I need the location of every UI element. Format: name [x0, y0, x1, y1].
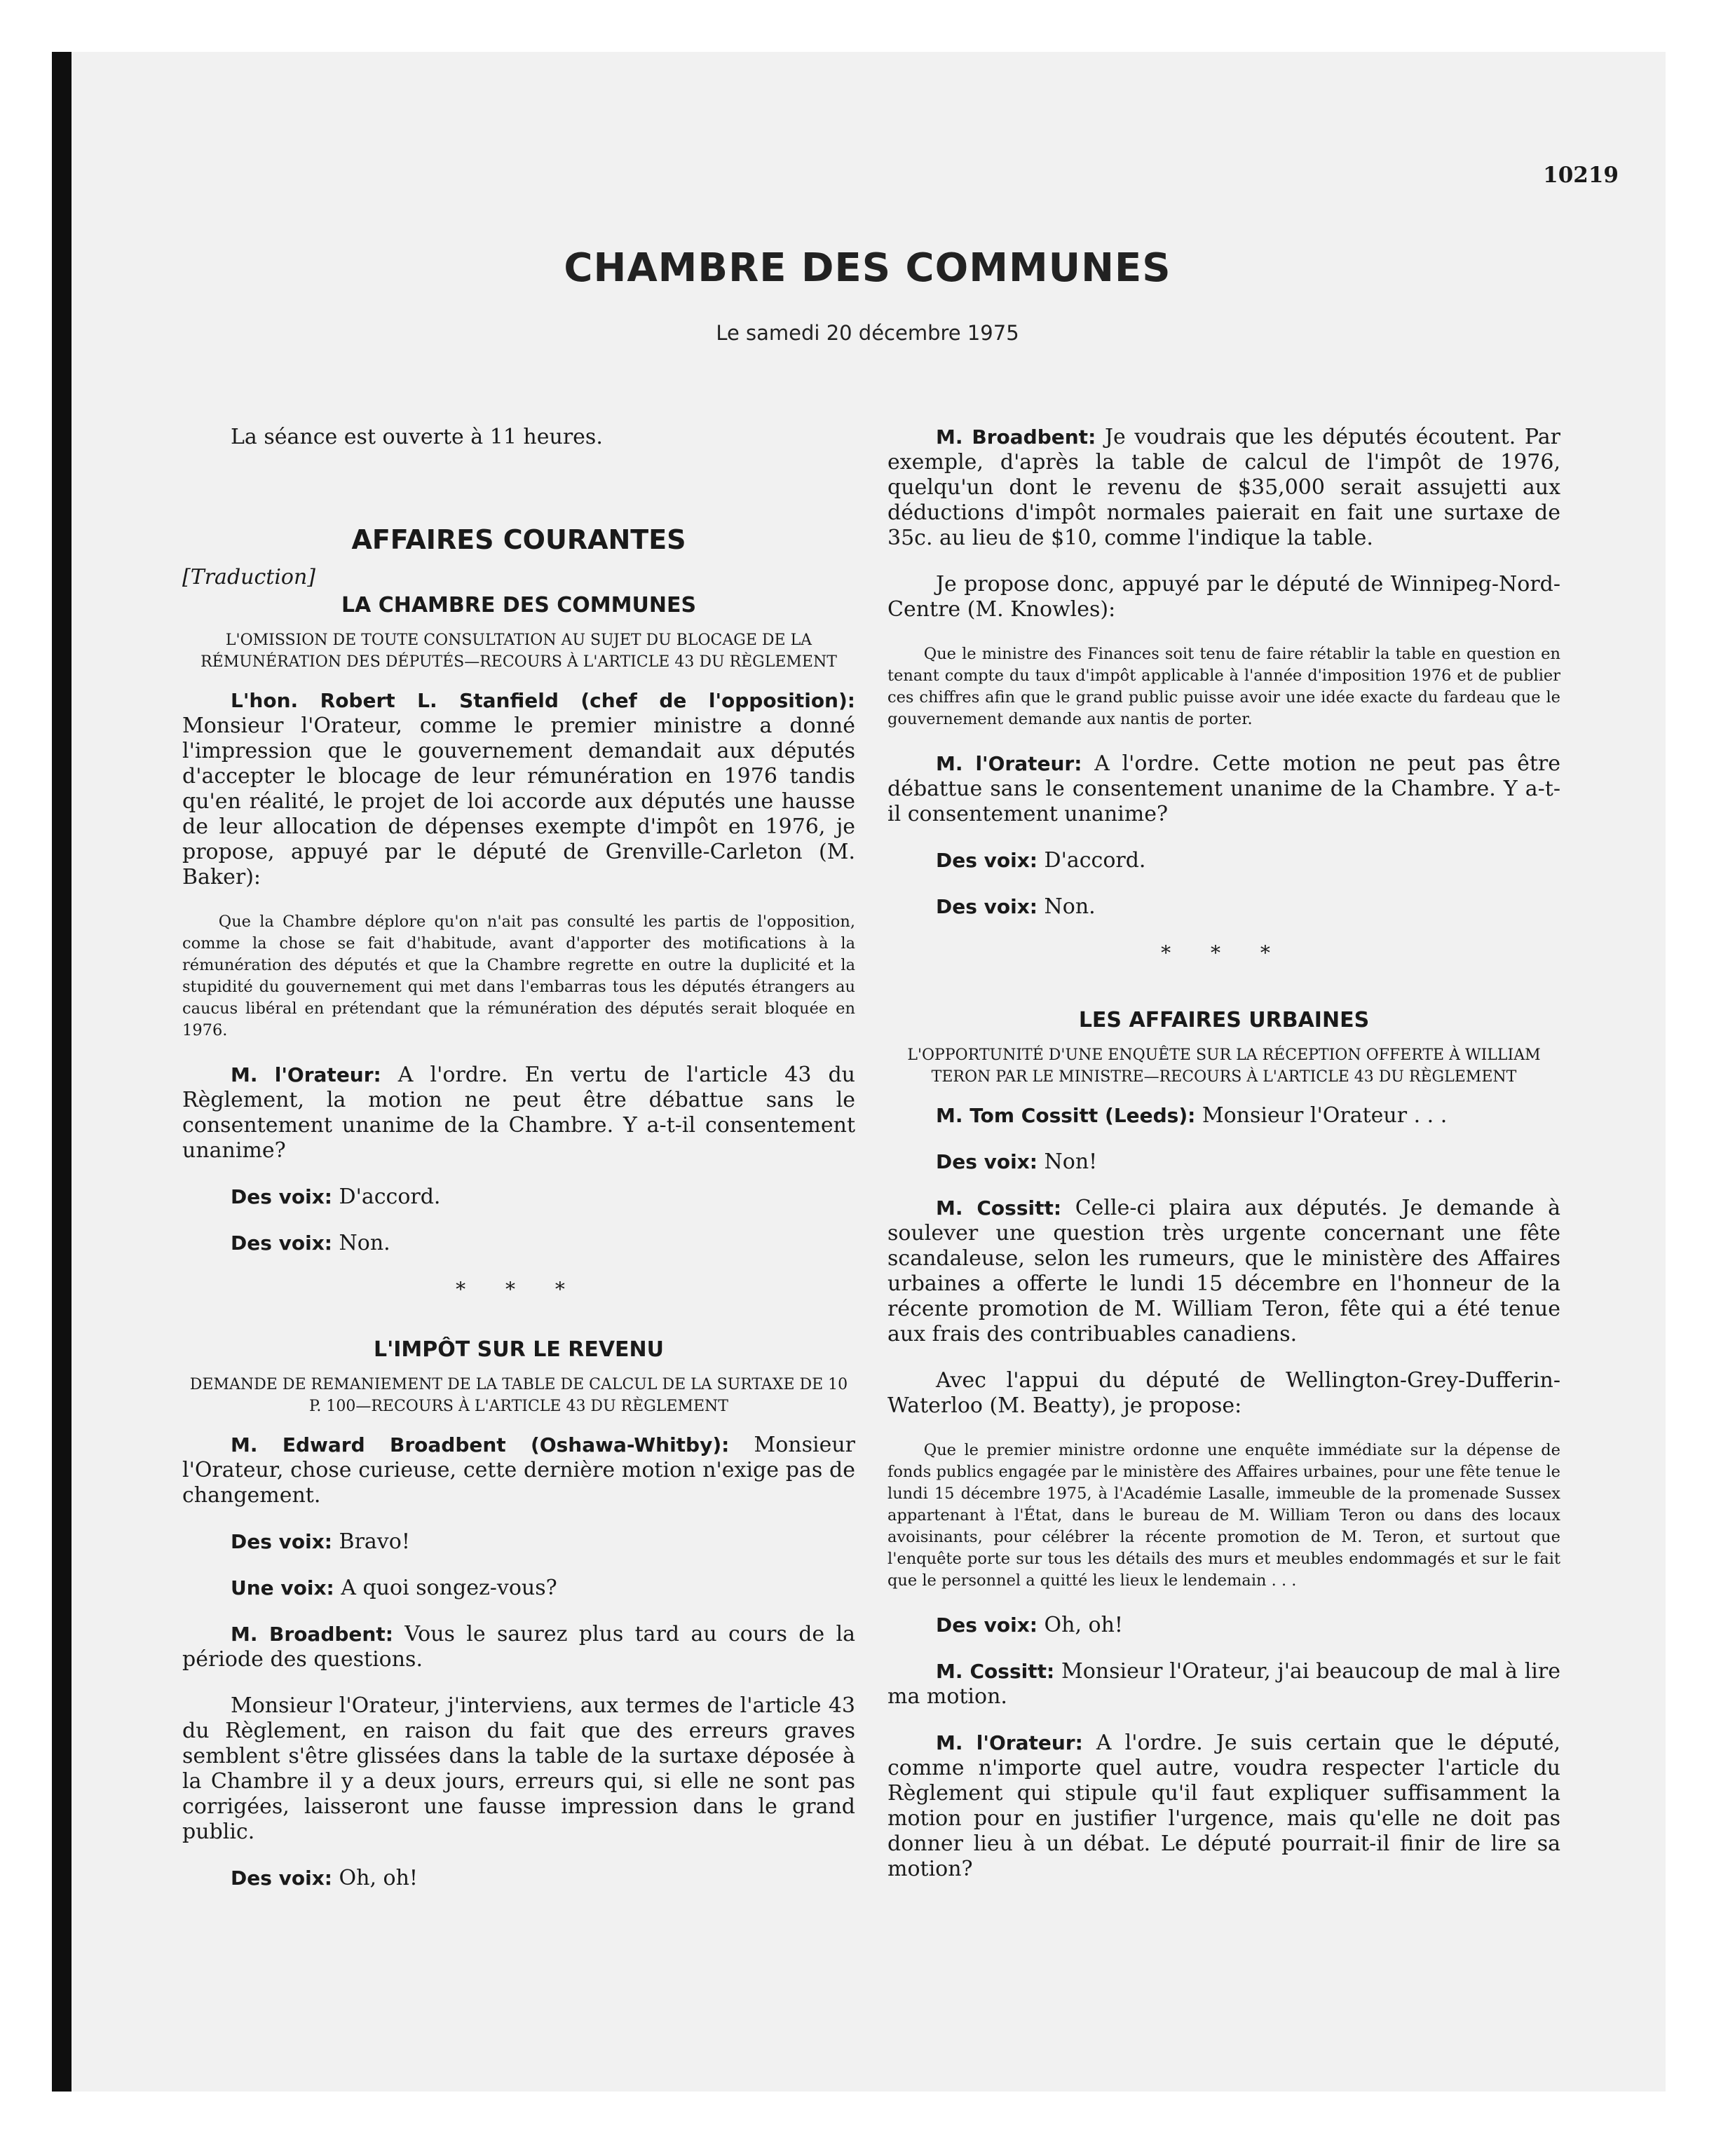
speech: A l'ordre. Je suis certain que le député, comme n'importe quel autre, voudra respecter l'article du Règlement qui stipule qu'il faut expliquer suffisamment la motion pour en justifier l'urgence, mais qu'elle ne doit pas donner lieu à un débat. Le député pourrait-il finir de lire sa motion? [887, 1731, 1560, 1881]
subsection-heading: L'IMPÔT SUR LE REVENU [373, 1337, 665, 1362]
speech: Vous le saurez plus tard au cours de la période des questions. [182, 1622, 856, 1672]
speaker: M. l'Orateur: [231, 1063, 381, 1086]
speech: Monsieur l'Orateur, comme le premier ministre a donné l'impression que le gouvernement demandait aux députés d'accepter le blocage de leur rémunération en 1976 tandis qu'en réalité, le projet de loi accorde aux députés une hausse de leur allocation de dépenses exempte d'impôt en 1976, je propose, appuyé par le député de Grenville-Carleton (M. Baker): [182, 714, 855, 889]
speech: A l'ordre. En vertu de l'article 43 du Règlement, la motion ne peut être débattue sans le consentement unanime de la Chambre. Y a-t-il consentement unanime? [182, 1063, 855, 1163]
binding-edge [52, 52, 72, 2092]
paragraph [887, 894, 1560, 920]
page-number: 10219 [1543, 163, 1619, 188]
speech: Je voudrais que les députés écoutent. Par exemple, d'après la table de calcul de l'impôt de 1976, quelqu'un dont le revenu de $35,000 serait assujetti aux déductions d'impôt normales paierait en fait une surtaxe de 35c. au lieu de $10, comme l'indique la table. [887, 425, 1560, 550]
paragraph [182, 1866, 855, 1891]
paragraph [887, 751, 1560, 827]
paragraph [182, 1433, 855, 1508]
speaker: M. Cossitt: [936, 1196, 1062, 1220]
paragraph [887, 1196, 1560, 1347]
topic-heading: L'OMISSION DE TOUTE CONSULTATION AU SUJET DU BLOCAGE DE LA RÉMUNÉRATION DES DÉPUTÉS—RECOURS À L'ARTICLE 43 DU RÈGLEMENT [200, 632, 837, 671]
speech: Bravo! [332, 1529, 410, 1554]
speech: D'accord. [1037, 848, 1146, 873]
topic-heading: L'OPPORTUNITÉ D'UNE ENQUÊTE SUR LA RÉCEPTION OFFERTE À WILLIAM TERON PAR LE MINISTRE—RECOURS À L'ARTICLE 43 DU RÈGLEMENT [907, 1046, 1541, 1086]
section-divider: * * * [1161, 941, 1287, 964]
speaker: M. l'Orateur: [936, 752, 1082, 775]
speaker: Des voix: [936, 849, 1037, 872]
motion-quote: Que le premier ministre ordonne une enquête immédiate sur la dépense de fonds publics engagée par le ministère des Affaires urbaines, pour une fête tenue le lundi 15 décembre 1975, à l'Académie Lasalle, immeuble de la promenade Sussex appartenant à l'État, dans le bureau de M. William Teron ou dans des locaux avoisinants, pour célébrer la récente promotion de M. Teron, et surtout que l'enquête porte sur tous les détails des murs et meubles endommagés et sur le fait que le personnel a quitté les lieux le lendemain . . . [887, 1441, 1560, 1590]
speaker: Une voix: [231, 1576, 334, 1599]
speaker: Des voix: [231, 1867, 332, 1890]
paragraph [887, 1103, 1560, 1128]
opening-line: La séance est ouverte à 11 heures. [231, 425, 603, 449]
paragraph [887, 425, 1560, 551]
speaker: M. Cossitt: [936, 1660, 1055, 1683]
paragraph: Monsieur l'Orateur, j'interviens, aux termes de l'article 43 du Règlement, en raison du fait que des erreurs graves semblent s'être glissées dans la table de la surtaxe déposée à la Chambre il y a deux jours, erreurs qui, si elle ne sont pas corrigées, laisseront une fausse impression dans le grand public. [182, 1693, 855, 1844]
paragraph [182, 1063, 855, 1164]
speech: Monsieur l'Orateur, j'ai beaucoup de mal à lire ma motion. [887, 1659, 1560, 1709]
speech: D'accord. [332, 1185, 441, 1209]
speech: Celle-ci plaira aux députés. Je demande à soulever une question très urgente concernant une fête scandaleuse, selon les rumeurs, que le ministère des Affaires urbaines a offerte le lundi 15 décembre en l'honneur de la récente promotion de M. William Teron, fête qui a été tenue aux frais des contribuables canadiens. [887, 1196, 1560, 1346]
paragraph [887, 1149, 1560, 1175]
speech: Oh, oh! [1037, 1613, 1123, 1637]
speaker: Des voix: [231, 1530, 332, 1553]
paragraph [182, 1622, 855, 1672]
subsection-heading: LA CHAMBRE DES COMMUNES [341, 593, 697, 618]
motion-quote: Que le ministre des Finances soit tenu de faire rétablir la table en question en tenant compte du taux d'impôt applicable à l'année d'imposition 1976 et de publier ces chiffres afin que le grand public puisse avoir une idée exacte du fardeau que le gouvernement demande aux nantis de porter. [887, 645, 1560, 728]
speech: A quoi songez-vous? [334, 1576, 557, 1600]
page-date: Le samedi 20 décembre 1975 [716, 321, 1019, 345]
speech: Non! [1037, 1149, 1098, 1174]
subsection-heading: LES AFFAIRES URBAINES [1078, 1008, 1370, 1032]
speaker: Des voix: [936, 895, 1037, 918]
section-divider: * * * [456, 1278, 582, 1301]
paragraph: Avec l'appui du député de Wellington-Grey-Dufferin-Waterloo (M. Beatty), je propose: [887, 1368, 1560, 1418]
paragraph [887, 1613, 1560, 1638]
speech: A l'ordre. Cette motion ne peut pas être débattue sans le consentement unanime de la Chambre. Y a-t-il consentement unanime? [887, 751, 1560, 826]
paragraph [182, 1185, 855, 1210]
speech: Oh, oh! [332, 1866, 418, 1890]
paragraph [887, 1659, 1560, 1710]
speaker: Des voix: [231, 1231, 332, 1255]
paragraph [182, 688, 855, 890]
speech: Monsieur l'Orateur, chose curieuse, cette dernière motion n'exige pas de changement. [182, 1433, 855, 1508]
traduction-note: [Traduction] [182, 565, 316, 589]
speaker: Des voix: [231, 1185, 332, 1208]
motion-quote: Que la Chambre déplore qu'on n'ait pas consulté les partis de l'opposition, comme la chose se fait d'habitude, avant d'apporter des motifications à la rémunération des députés et que la Chambre regrette en outre la duplicité et la stupidité du gouvernement qui met dans l'embarras tous les députés étrangers au caucus libéral en prétendant que la rémunération des députés serait bloquée en 1976. [182, 913, 855, 1039]
speaker: L'hon. Robert L. Stanfield (chef de l'opposition): [231, 689, 855, 712]
speaker: Des voix: [936, 1613, 1037, 1637]
topic-heading: DEMANDE DE REMANIEMENT DE LA TABLE DE CALCUL DE LA SURTAXE DE 10 P. 100—RECOURS À L'ARTICLE 43 DU RÈGLEMENT [189, 1376, 848, 1415]
speaker: M. Edward Broadbent (Oshawa-Whitby): [231, 1433, 730, 1456]
speech: Non. [1037, 894, 1096, 919]
paragraph [887, 1731, 1560, 1882]
speech: Monsieur l'Orateur . . . [1195, 1103, 1448, 1128]
speech: Non. [332, 1231, 390, 1255]
right-column [887, 425, 1560, 1903]
speaker: M. Broadbent: [231, 1623, 393, 1646]
left-column [182, 425, 855, 1912]
speaker: M. Broadbent: [936, 425, 1096, 449]
paragraph: Je propose donc, appuyé par le député de Winnipeg-Nord-Centre (M. Knowles): [887, 572, 1560, 622]
paragraph [887, 848, 1560, 873]
speaker: M. Tom Cossitt (Leeds): [936, 1104, 1196, 1127]
page-title: CHAMBRE DES COMMUNES [564, 245, 1171, 291]
paragraph [182, 1576, 855, 1601]
paragraph [182, 1231, 855, 1256]
section-heading: AFFAIRES COURANTES [351, 524, 686, 555]
speaker: M. l'Orateur: [936, 1731, 1083, 1754]
paragraph [182, 1529, 855, 1555]
speaker: Des voix: [936, 1150, 1037, 1173]
